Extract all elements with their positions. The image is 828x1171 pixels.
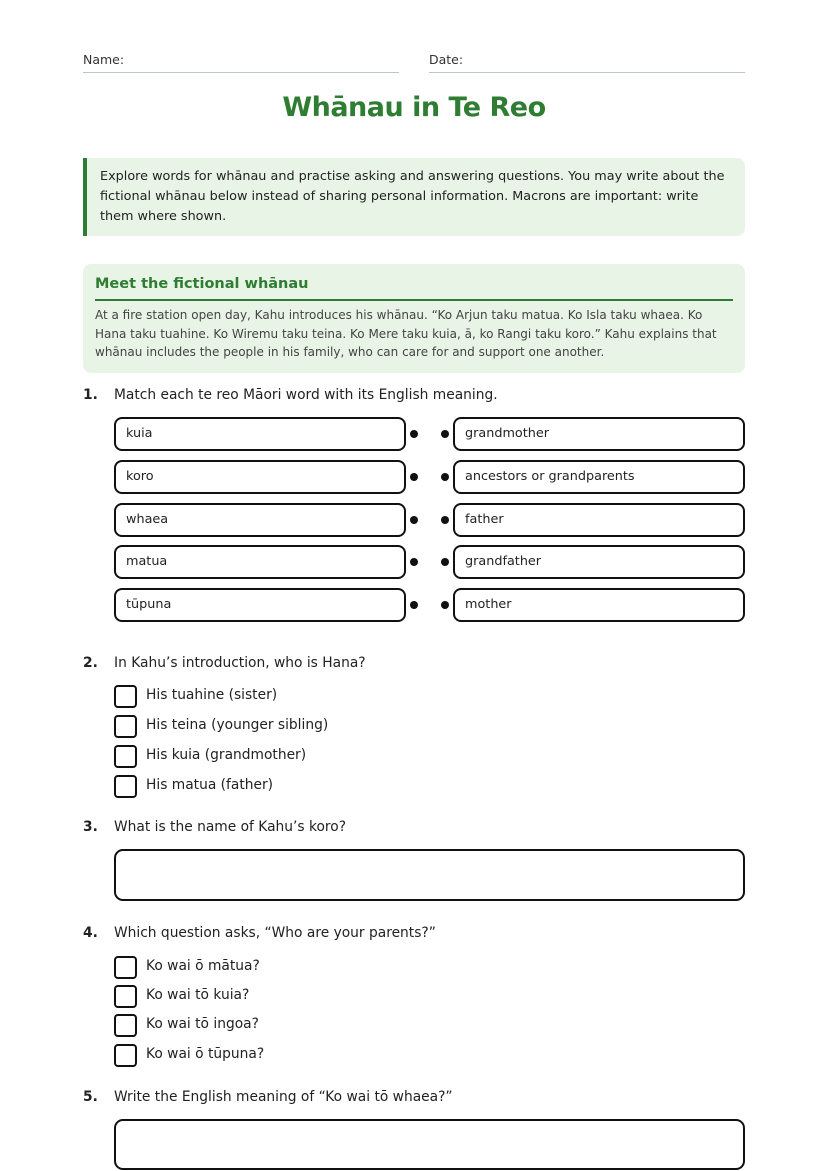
match-left-item[interactable]: kuia	[114, 417, 406, 451]
match-dot[interactable]	[441, 516, 449, 524]
question-number: 2.	[83, 655, 98, 671]
question-number: 5.	[83, 1089, 98, 1105]
question-text: What is the name of Kahu’s koro?	[114, 819, 347, 835]
match-right-item[interactable]: mother	[453, 588, 745, 622]
choice-label: His kuia (grandmother)	[146, 747, 307, 763]
choice-label: His tuahine (sister)	[146, 687, 278, 703]
answer-box[interactable]	[114, 1119, 745, 1170]
match-left-item[interactable]: matua	[114, 545, 406, 579]
choice-label: Ko wai tō ingoa?	[146, 1016, 259, 1032]
match-dot[interactable]	[410, 430, 418, 438]
match-dot[interactable]	[410, 473, 418, 481]
page-title: Whānau in Te Reo	[282, 92, 546, 123]
question-number: 1.	[83, 387, 98, 403]
date-label: Date:	[429, 52, 464, 67]
checkbox[interactable]	[114, 685, 137, 708]
name-label: Name:	[83, 52, 125, 67]
story-text: At a fire station open day, Kahu introduces his whānau. “Ko Arjun taku matua. Ko Isla taku whaea. Ko Hana taku tuahine. Ko Wiremu taku teina. Ko Mere taku kuia, ā, ko Rangi taku koro.” Kahu explains that whānau includes the people in his family, who can care for and support one another.	[95, 308, 717, 360]
match-left-item[interactable]: whaea	[114, 503, 406, 537]
choice-label: His teina (younger sibling)	[146, 717, 329, 733]
choice-label: Ko wai ō mātua?	[146, 958, 260, 974]
story-box	[83, 264, 745, 373]
choice-label: His matua (father)	[146, 777, 274, 793]
match-dot[interactable]	[410, 558, 418, 566]
match-dot[interactable]	[410, 601, 418, 609]
match-left-item[interactable]: tūpuna	[114, 588, 406, 622]
match-dot[interactable]	[441, 558, 449, 566]
header-fields	[83, 52, 745, 74]
match-left-item[interactable]: koro	[114, 460, 406, 494]
match-dot[interactable]	[441, 473, 449, 481]
checkbox[interactable]	[114, 1014, 137, 1037]
match-dot[interactable]	[410, 516, 418, 524]
choice-label: Ko wai tō kuia?	[146, 987, 250, 1003]
checkbox[interactable]	[114, 1044, 137, 1067]
match-dot[interactable]	[441, 601, 449, 609]
question-text: Write the English meaning of “Ko wai tō whaea?”	[114, 1089, 453, 1105]
question-text: Match each te reo Māori word with its English meaning.	[114, 387, 498, 403]
choice-label: Ko wai ō tūpuna?	[146, 1046, 265, 1062]
match-right-item[interactable]: ancestors or grandparents	[453, 460, 745, 494]
checkbox[interactable]	[114, 775, 137, 798]
checkbox[interactable]	[114, 956, 137, 979]
question-number: 3.	[83, 819, 98, 835]
match-right-item[interactable]: father	[453, 503, 745, 537]
story-heading: Meet the fictional whānau	[95, 274, 733, 301]
question-text: Which question asks, “Who are your parents?”	[114, 925, 436, 941]
checkbox[interactable]	[114, 985, 137, 1008]
checkbox[interactable]	[114, 745, 137, 768]
question-number: 4.	[83, 925, 98, 941]
question-text: In Kahu’s introduction, who is Hana?	[114, 655, 366, 671]
intro-text: Explore words for whānau and practise asking and answering questions. You may write about the fictional whānau below instead of sharing personal information. Macrons are important: write them where shown.	[100, 169, 725, 224]
match-right-item[interactable]: grandmother	[453, 417, 745, 451]
match-right-item[interactable]: grandfather	[453, 545, 745, 579]
intro-box	[83, 158, 745, 236]
date-field[interactable]	[429, 52, 745, 73]
match-dot[interactable]	[441, 430, 449, 438]
checkbox[interactable]	[114, 715, 137, 738]
name-field[interactable]	[83, 52, 399, 73]
answer-box[interactable]	[114, 849, 745, 901]
